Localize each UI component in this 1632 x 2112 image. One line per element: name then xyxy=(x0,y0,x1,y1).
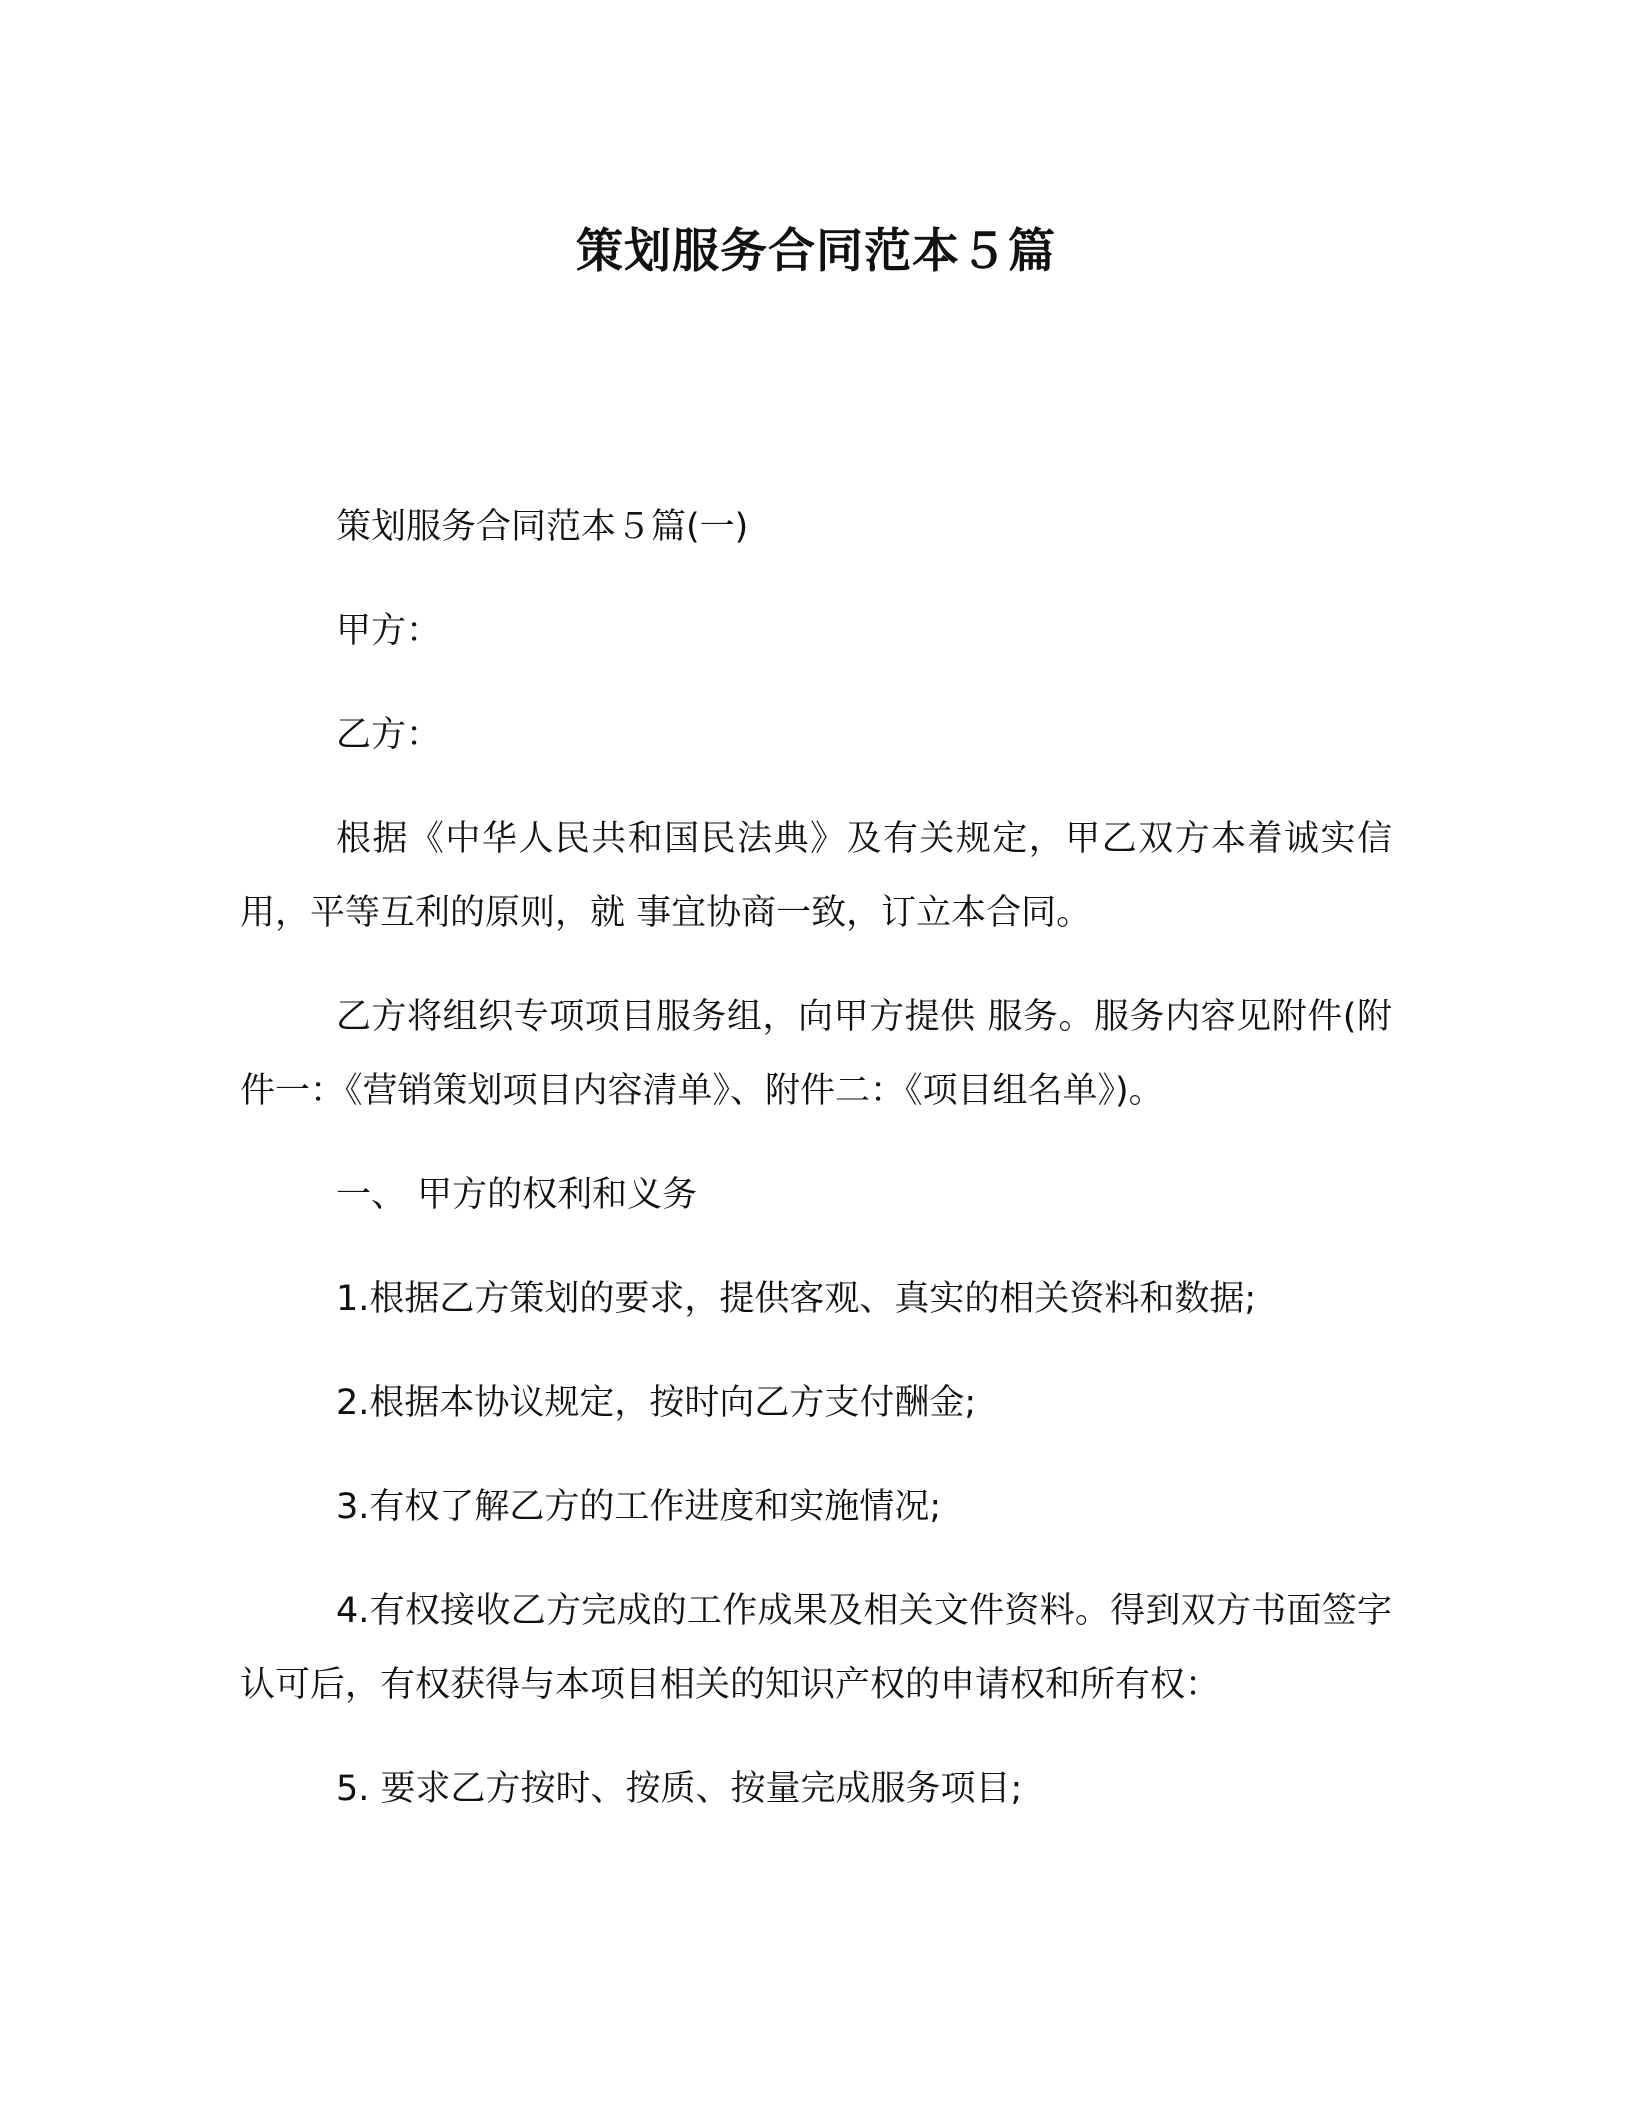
clause-item-5: 5. 要求乙方按时、按质、按量完成服务项目; xyxy=(336,1769,1023,1809)
clause-item-3: 3.有权了解乙方的工作进度和实施情况; xyxy=(336,1487,942,1527)
clause-item-1: 1.根据乙方策划的要求，提供客观、真实的相关资料和数据; xyxy=(336,1279,1257,1319)
preamble-paragraph: 根据《中华人民共和国民法典》及有关规定，甲乙双方本着诚实信用，平等互利的原则，就 事宜协商一致，订立本合同。 xyxy=(240,819,1392,933)
document-title: 策划服务合同范本５篇 xyxy=(576,224,1056,279)
clause-item-2: 2.根据本协议规定，按时向乙方支付酬金; xyxy=(336,1383,977,1423)
section-heading-1: 策划服务合同范本５篇(一) xyxy=(336,507,749,547)
clause-heading-party-a: 一、 甲方的权利和义务 xyxy=(336,1175,698,1215)
party-b-label: 乙方： xyxy=(336,715,442,755)
document-body xyxy=(240,490,1392,1856)
service-scope-paragraph: 乙方将组织专项项目服务组，向甲方提供 服务。服务内容见附件(附件一：《营销策划项目内容清单》、附件二：《项目组名单》)。 xyxy=(240,997,1392,1111)
clause-item-4: 4.有权接收乙方完成的工作成果及相关文件资料。得到双方书面签字认可后，有权获得与本项目相关的知识产权的申请权和所有权： xyxy=(240,1591,1392,1705)
party-a-label: 甲方： xyxy=(336,611,442,651)
